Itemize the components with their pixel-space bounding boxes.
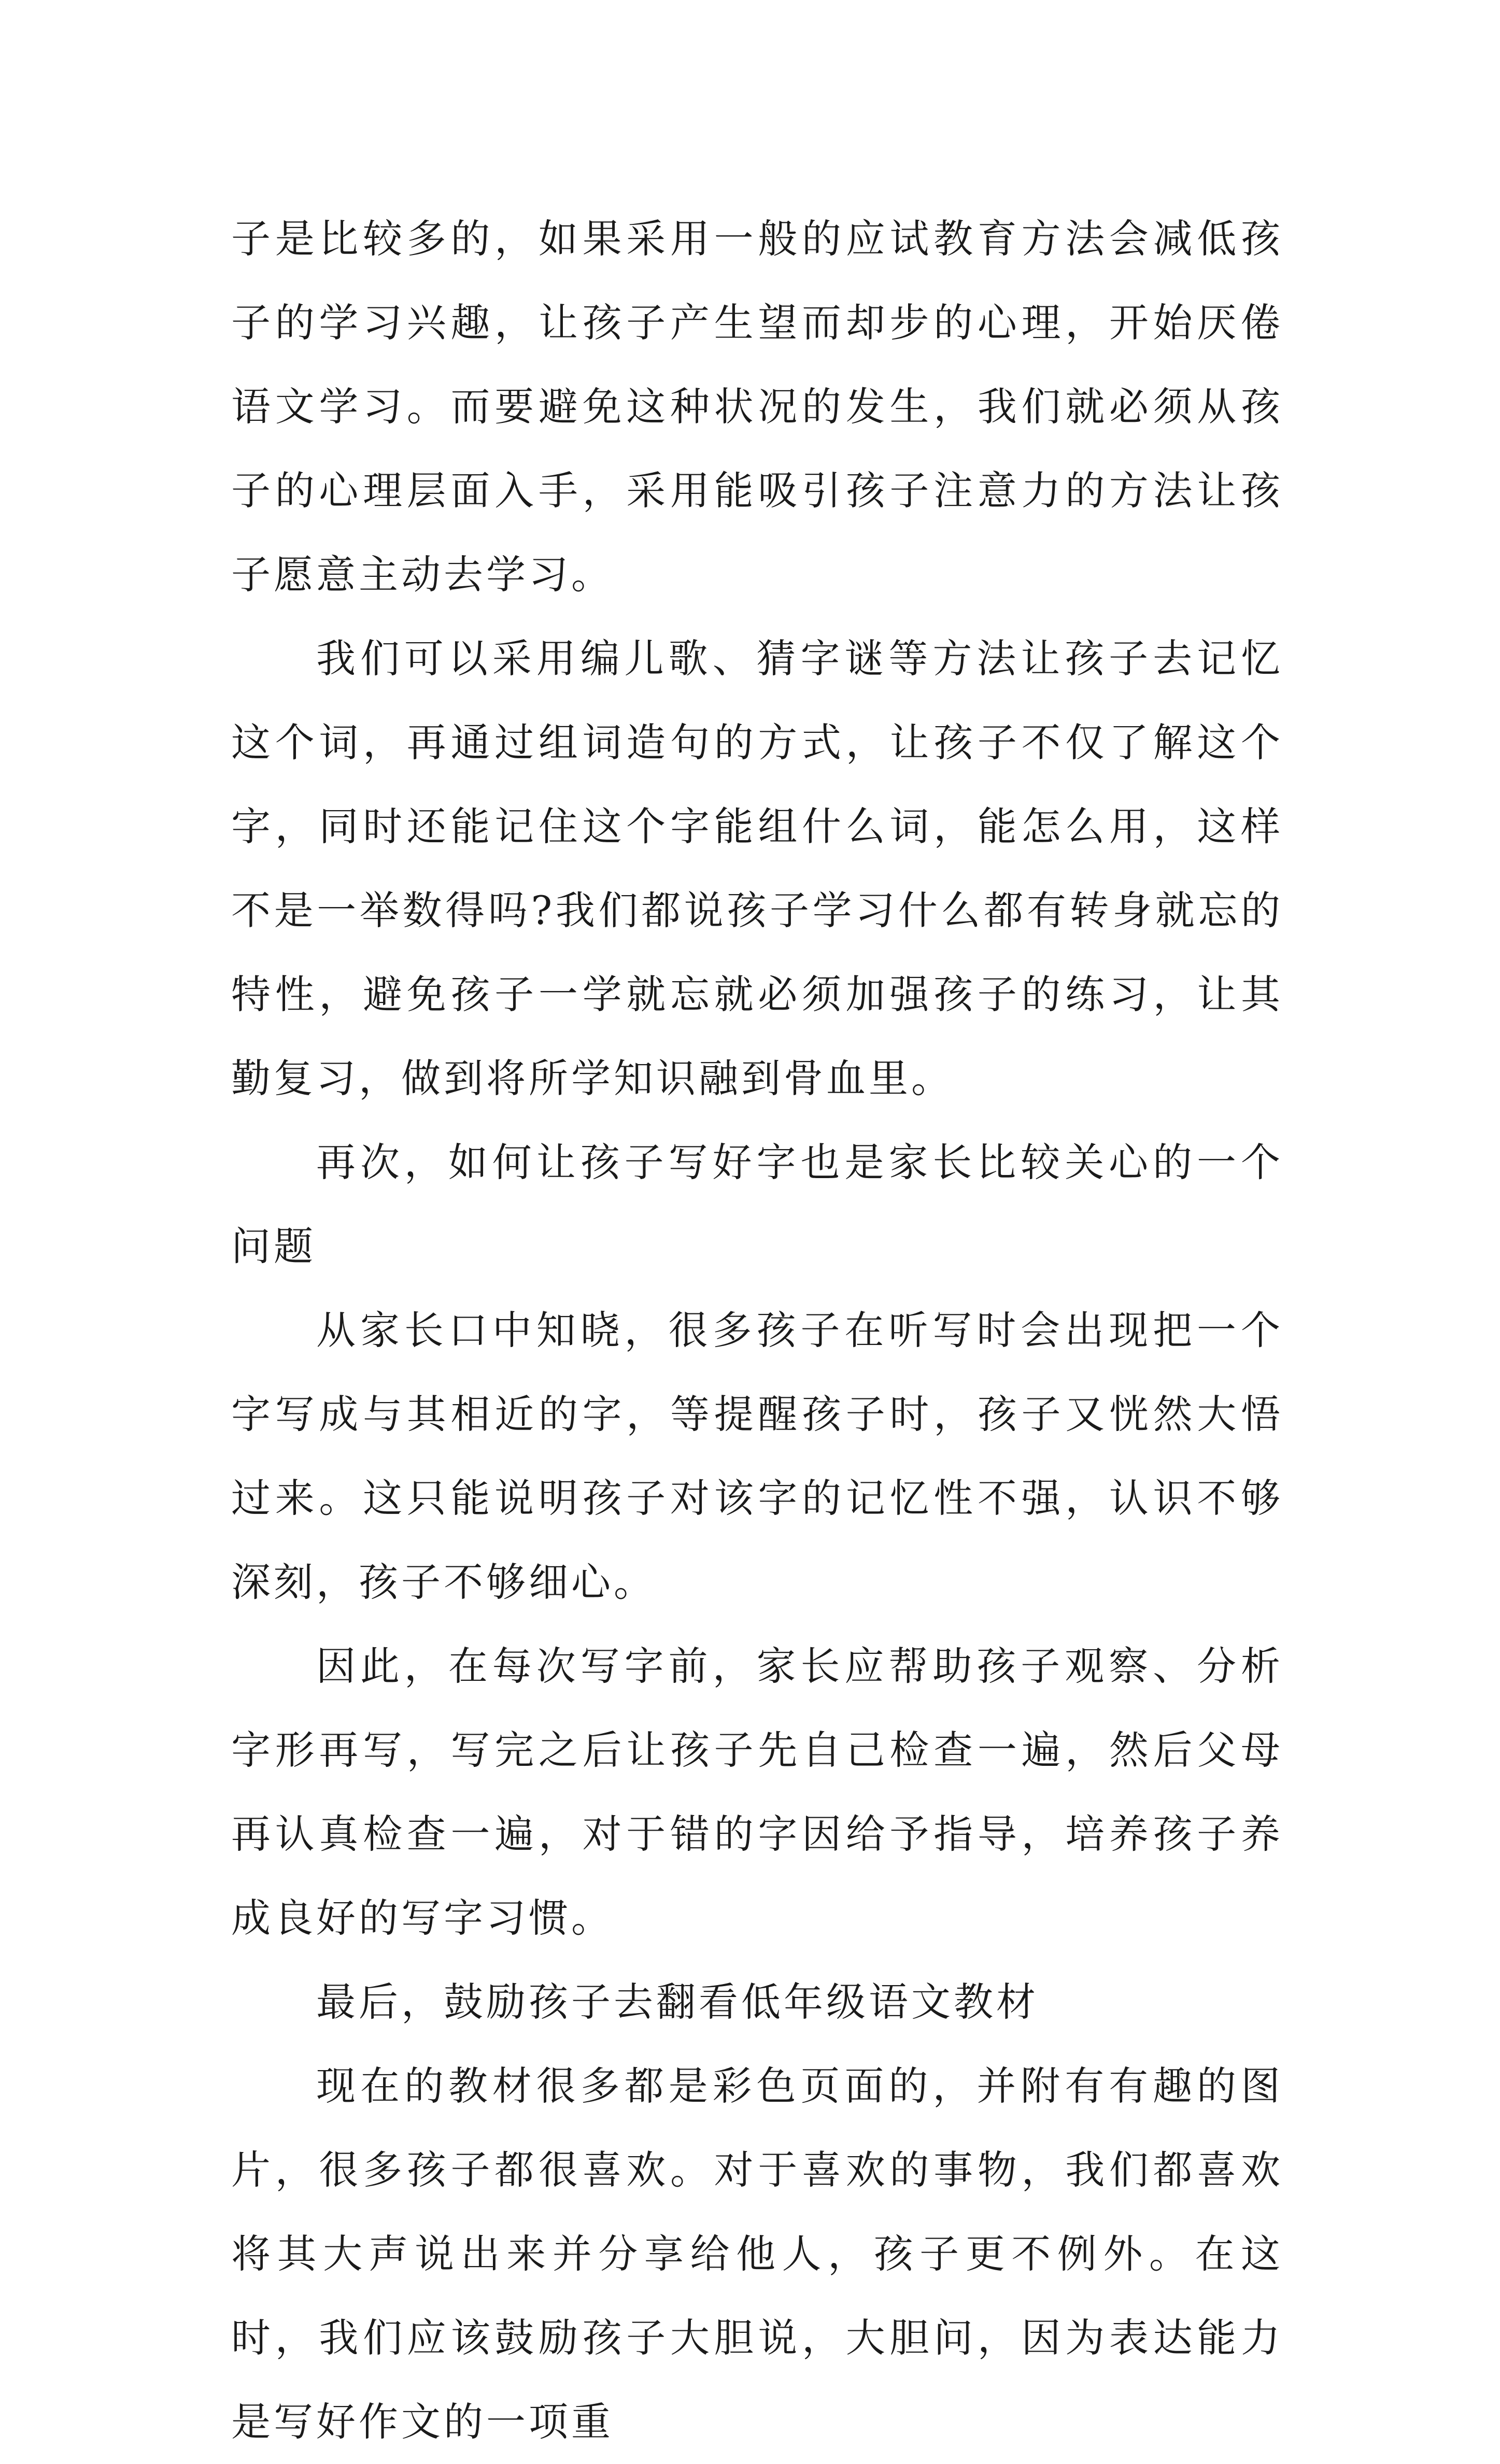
paragraph-handwriting-heading: 再次，如何让孩子写好字也是家长比较关心的一个问题 bbox=[231, 1139, 1283, 1269]
paragraph-textbook-heading: 最后，鼓励孩子去翻看低年级语文教材 bbox=[316, 1979, 1039, 2025]
paragraph-writing-check: 因此，在每次写字前，家长应帮助孩子观察、分析字形再写，写完之后让孩子先自己检查一遍，然后父母再认真检查一遍，对于错的字因给予指导，培养孩子养成良好的写字习惯。 bbox=[231, 1643, 1283, 1941]
document-body bbox=[231, 197, 1283, 2464]
paragraph-memory-methods: 我们可以采用编儿歌、猜字谜等方法让孩子去记忆这个词，再通过组词造句的方式，让孩子不仅了解这个字，同时还能记住这个字能组什么词，能怎么用，这样不是一举数得吗?我们都说孩子学习什么都有转身就忘的特性，避免孩子一学就忘就必须加强孩子的练习，让其勤复习，做到将所学知识融到骨血里。 bbox=[231, 635, 1283, 1101]
paragraph-continuation: 子是比较多的，如果采用一般的应试教育方法会减低孩子的学习兴趣，让孩子产生望而却步的心理，开始厌倦语文学习。而要避免这种状况的发生，我们就必须从孩子的心理层面入手，采用能吸引孩子注意力的方法让孩子愿意主动去学习。 bbox=[231, 216, 1283, 598]
paragraph-textbook-encouragement: 现在的教材很多都是彩色页面的，并附有有趣的图片，很多孩子都很喜欢。对于喜欢的事物，我们都喜欢将其大声说出来并分享给他人，孩子更不例外。在这时，我们应该鼓励孩子大胆说，大胆问，因为表达能力是写好作文的一项重 bbox=[231, 2063, 1283, 2445]
paragraph-dictation-errors: 从家长口中知晓，很多孩子在听写时会出现把一个字写成与其相近的字，等提醒孩子时，孩子又恍然大悟过来。这只能说明孩子对该字的记忆性不强，认识不够深刻，孩子不够细心。 bbox=[231, 1307, 1283, 1605]
